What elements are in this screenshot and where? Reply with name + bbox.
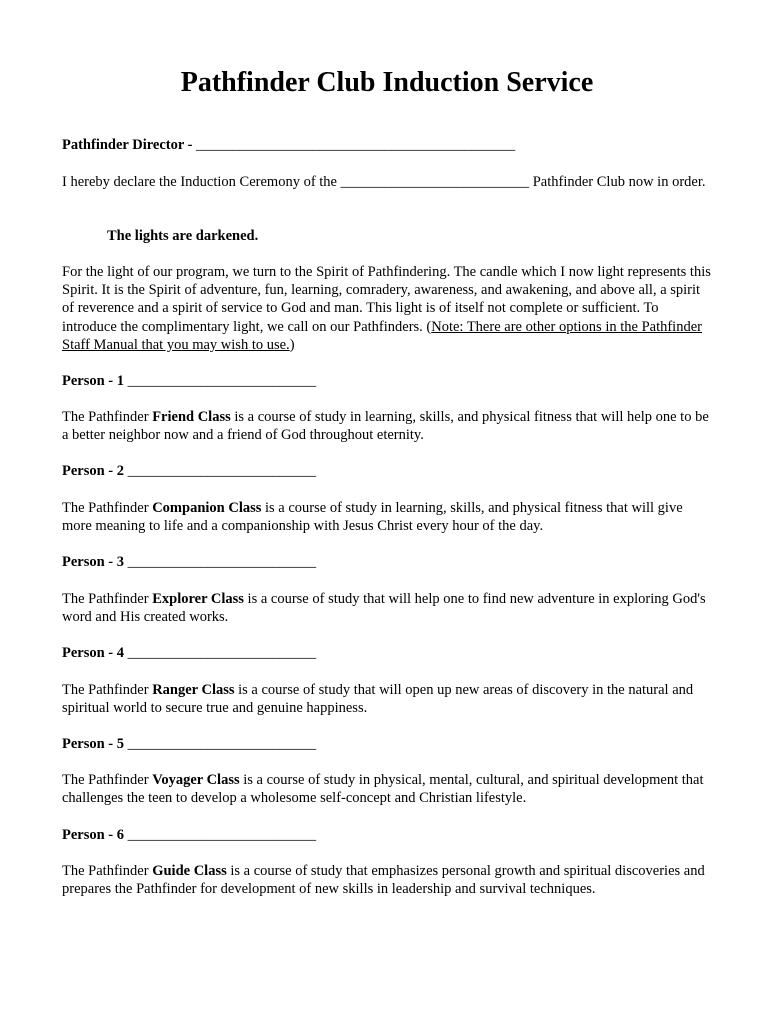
person-line (62, 372, 712, 390)
class-name: Explorer Class (152, 591, 244, 607)
person-blank: __________________________ (127, 463, 317, 479)
class-text: is a course of study that will help one to find new adventure in exploring God's word and His created works. (62, 591, 706, 626)
class-prefix: The Pathfinder (62, 772, 149, 788)
class-text: is a course of study that will open up new areas of discovery in the natural and spiritual world to secure true and genuine happiness. (62, 682, 694, 717)
page-title: Pathfinder Club Induction Service (180, 67, 594, 98)
person-label: Person - 6 (62, 827, 125, 843)
person-blank: __________________________ (127, 373, 317, 389)
class-name: Companion Class (152, 500, 262, 516)
class-text: is a course of study in learning, skills, and physical fitness that will help one to be a better neighbor now and a friend of God throughout eternity. (62, 409, 709, 444)
person-label: Person - 1 (62, 373, 125, 389)
person-line (62, 462, 712, 480)
person-blank: __________________________ (127, 827, 317, 843)
stage-direction: The lights are darkened. (107, 228, 259, 244)
person-line (62, 553, 712, 571)
club-name-blank: __________________________ (340, 174, 530, 190)
class-description (62, 771, 712, 807)
director-blank: ____________________________________________ (196, 137, 516, 153)
class-text: is a course of study that emphasizes personal growth and spiritual discoveries and prepares the Pathfinder for development of new skills in leadership and survival techniques. (62, 863, 705, 898)
class-prefix: The Pathfinder (62, 409, 149, 425)
class-prefix: The Pathfinder (62, 682, 149, 698)
candle-text: For the light of our program, we turn to the Spirit of Pathfindering. The candle which I now light represents this Spirit. It is the Spirit of adventure, fun, learning, comradery, awareness, and awakening, and above all, a spirit of reverence and a spirit of service to God and man. This light is of itself not complete or sufficient. To introduce the complimentary light, we call on our Pathfinders. ( (62, 264, 711, 335)
person-line (62, 735, 712, 753)
declaration-after: Pathfinder Club now in order. (532, 174, 706, 190)
class-text: is a course of study in physical, mental, cultural, and spiritual development that challenges the teen to develop a wholesome self-concept and Christian lifestyle. (62, 772, 704, 807)
declaration-paragraph (62, 173, 712, 191)
class-description (62, 408, 712, 444)
class-prefix: The Pathfinder (62, 591, 149, 607)
class-prefix: The Pathfinder (62, 863, 149, 879)
class-text: is a course of study in learning, skills, and physical fitness that will give more meaning to life and a companionship with Jesus Christ every hour of the day. (62, 500, 683, 535)
director-line (62, 136, 712, 154)
staff-manual-note: Note: There are other options in the Pathfinder Staff Manual that you may wish to use. (62, 318, 702, 353)
person-blank: __________________________ (127, 736, 317, 752)
class-description (62, 590, 712, 626)
person-line (62, 644, 712, 662)
class-name: Guide Class (152, 863, 227, 879)
declaration-before: I hereby declare the Induction Ceremony of the (62, 174, 337, 190)
person-label: Person - 4 (62, 645, 125, 661)
class-description (62, 681, 712, 717)
person-label: Person - 5 (62, 736, 125, 752)
class-name: Ranger Class (152, 682, 235, 698)
class-name: Friend Class (152, 409, 231, 425)
class-description (62, 499, 712, 535)
person-blank: __________________________ (127, 645, 317, 661)
person-label: Person - 2 (62, 463, 125, 479)
candle-paragraph (62, 263, 712, 354)
class-description (62, 862, 712, 898)
class-prefix: The Pathfinder (62, 500, 149, 516)
person-label: Person - 3 (62, 554, 125, 570)
person-line (62, 826, 712, 844)
director-label: Pathfinder Director - (62, 137, 193, 153)
person-blank: __________________________ (127, 554, 317, 570)
class-name: Voyager Class (152, 772, 240, 788)
note-close: ) (289, 336, 295, 353)
